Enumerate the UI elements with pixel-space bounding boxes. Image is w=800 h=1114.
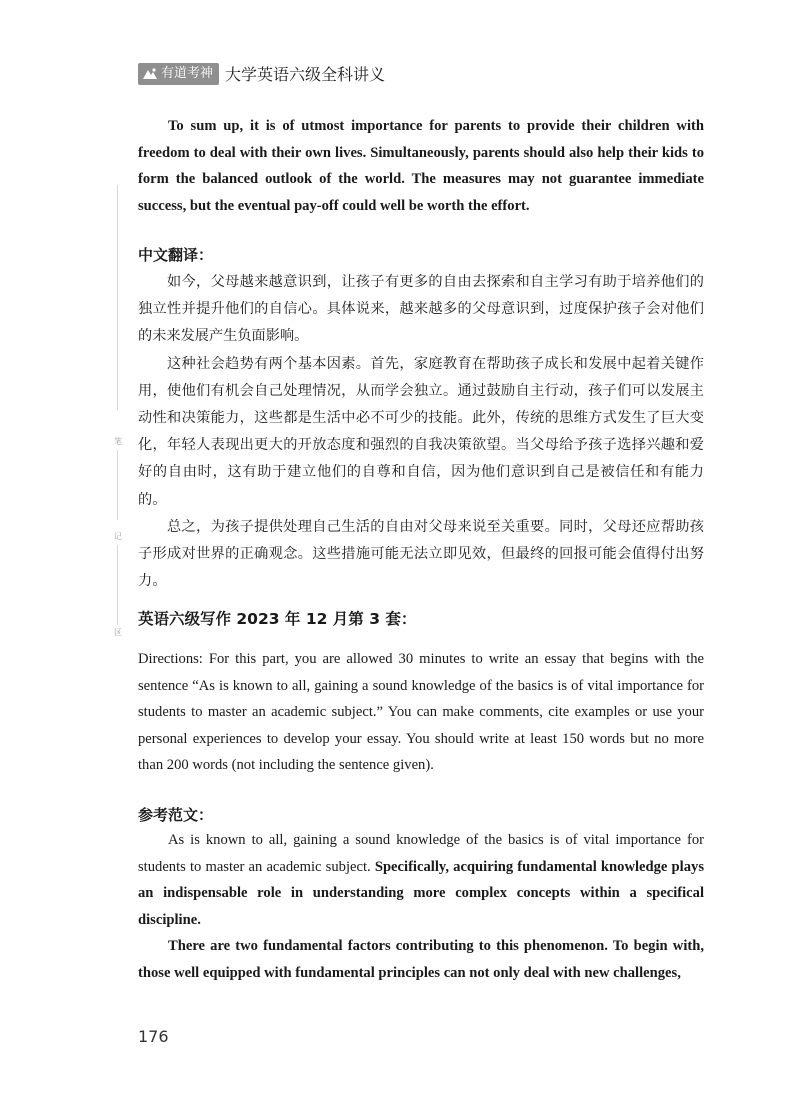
margin-rule-top (117, 185, 118, 410)
directions-section (138, 646, 704, 779)
directions-paragraph: Directions: For this part, you are allowed 30 minutes to write an essay that begins with the sentence “As is known to all, gaining a sound knowledge of the basics is of vital importance for students to master an academic subject.” You can make comments, cite examples or use your personal experiences to develop your essay. You should write at least 150 words but no more than 200 words (not including the sentence given). (138, 651, 704, 773)
margin-note-3: 区 (114, 628, 122, 637)
translation-paragraph-1: 如今，父母越来越意识到，让孩子有更多的自由去探索和自主学习有助于培养他们的独立性并提升他们的自信心。具体说来，越来越多的父母意识到，过度保护孩子会对他们的未来发展产生负面影响。 (138, 274, 704, 345)
margin-rule-middle (117, 450, 118, 520)
page-number: 176 (138, 1027, 169, 1046)
margin-note-1: 笔 (114, 437, 122, 446)
sample-p1-normal: As is known to all, gaining a sound knowledge of the basics is of vital importance for students to master an academic subject. (138, 832, 704, 875)
conclusion-paragraph: To sum up, it is of utmost importance for parents to provide their children with freedom to deal with their own lives. Simultaneously, parents should also help their kids to form the balanced outlook of the world. The measures may not guarantee immediate success, but the eventual pay-off could well be worth the effort. (138, 118, 704, 214)
translation-section (138, 244, 704, 595)
sample-essay-section (138, 804, 704, 986)
sample-paragraph-2: There are two fundamental factors contributing to this phenomenon. To begin with, those well equipped with fundamental principles can not only deal with new challenges, (138, 938, 704, 981)
set-section (138, 607, 704, 629)
page-header (138, 62, 385, 85)
document-title: 大学英语六级全科讲义 (225, 65, 386, 84)
translation-paragraph-2: 这种社会趋势有两个基本因素。首先，家庭教育在帮助孩子成长和发展中起着关键作用，使他们有机会自己处理情况，从而学会独立。通过鼓励自主行动，孩子们可以发展主动性和决策能力，这些都是生活中必不可少的技能。此外，传统的思维方式发生了巨大变化，年轻人表现出更大的开放态度和强烈的自我决策欲望。当父母给予孩子选择兴趣和爱好的自由时，这有助于建立他们的自尊和自信，因为他们意识到自己是被信任和有能力的。 (138, 355, 704, 508)
margin-rule-lower (117, 545, 118, 625)
essay-conclusion (138, 113, 704, 219)
margin-note-2: 记 (114, 532, 122, 541)
brand-name: 有道考神 (161, 65, 214, 81)
brand-badge (138, 63, 219, 85)
brand-logo-icon (142, 67, 158, 81)
sample-p1-bold: Specifically, acquiring fundamental knowledge plays an indispensable role in understanding more complex concepts within a specifical discipline. (138, 858, 705, 928)
sample-paragraph-1 (138, 827, 704, 933)
sample-heading: 参考范文： (138, 806, 214, 824)
set-heading: 英语六级写作 2023 年 12 月第 3 套： (138, 610, 417, 628)
translation-heading: 中文翻译： (138, 246, 214, 264)
translation-paragraph-3: 总之，为孩子提供处理自己生活的自由对父母来说至关重要。同时，父母还应帮助孩子形成对世界的正确观念。这些措施可能无法立即见效，但最终的回报可能会值得付出努力。 (138, 518, 704, 590)
